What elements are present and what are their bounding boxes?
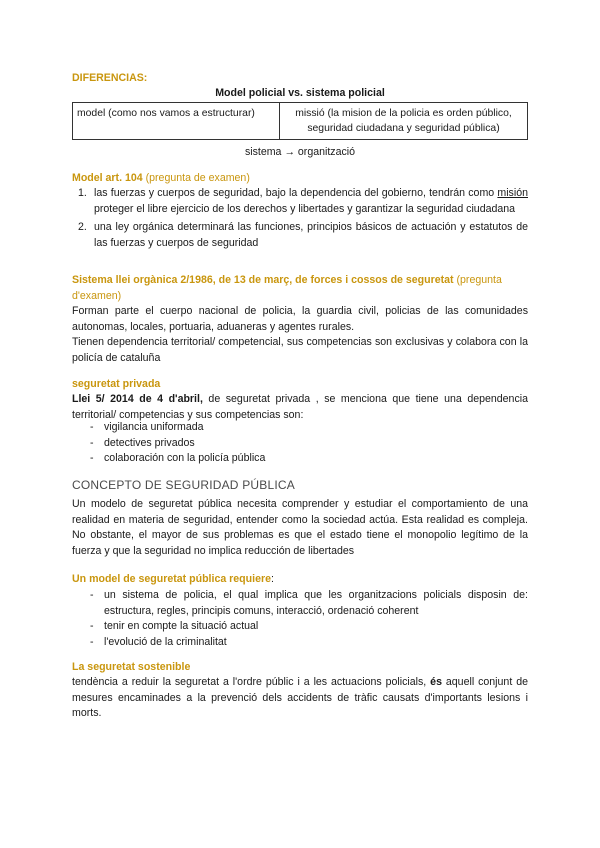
requiere-list [72,588,528,650]
item-number: 1. [78,187,87,199]
privada-title: seguretat privada [72,378,161,390]
privada-list [72,420,528,467]
sistema-paragraph-2: Tienen dependencia territorial/ competencial, sus competencias son exclusivas y colabora con la policía de cataluña [72,336,528,364]
list-item: - colaboración con la policía pública [90,452,266,464]
list-item: 2. una ley orgánica determinará las funciones, principios básicos de actuación y estatutos de las fuerzas y cuerpos de seguridad [78,221,528,249]
list-item: 1. las fuerzas y cuerpos de seguridad, bajo la dependencia del gobierno, tendrán como misión proteger el libre ejercicio de los derechos y libertades y garantizar la seguridad ciudadana [78,187,528,215]
list-item: - un sistema de policia, el qual implica que les organitzacions policials disposin de: estructura, regles, principis comuns, interacció, ordenació coherent [90,589,528,617]
comparison-table [72,102,528,140]
list-item: - l'evolució de la criminalitat [90,635,227,648]
requiere-heading: Un model de seguretat pública requiere: [72,573,274,585]
sistema-title: Sistema llei orgànica 2/1986, de 13 de març, de forces i cossos de seguretat [72,274,454,286]
table-cell-missio: missió (la mision de la policia es orden público, seguridad ciudadana y seguridad pública) [280,103,528,140]
privada-law: Llei 5/ 2014 de 4 d'abril, [72,393,203,405]
model104-title: Model art. 104 [72,172,143,184]
item-number: 2. [78,221,87,233]
comparison-table-wrap [72,102,528,140]
sistema-heading [72,273,528,304]
table-caption: sistema → organització [244,146,356,158]
underlined-word: misión [497,187,528,199]
concepto-paragraph: Un modelo de seguretat pública necesita comprender y estudiar el comportamiento de una realidad en materia de seguridad, entender como la sociedad actúa. Esta realidad es compleja. No obstante, el mayor de sus problemas es que el estado tiene el monopolio legítimo de la fuerza y que la seguridad no implica reducción de libertades [72,498,528,557]
sistema-paragraph-1: Forman parte el cuerpo nacional de policia, la guardia civil, policias de las comunidades autonomas, locales, portuaria, aduaneras y agentes rurales. [72,305,528,333]
table-title: Model policial vs. sistema policial [215,87,385,99]
model104-note: (pregunta de examen) [145,172,250,184]
concepto-heading: CONCEPTO DE SEGURIDAD PÚBLICA [72,478,295,492]
privada-paragraph: Llei 5/ 2014 de 4 d'abril, de seguretat privada , se menciona que tiene una dependencia territorial/ competencias y sus competencias son: [72,393,528,421]
model104-heading [72,171,528,187]
sostenible-title: La seguretat sostenible [72,661,191,673]
table-cell-model: model (como nos vamos a estructurar) [73,103,280,140]
model104-list [72,186,528,251]
list-item: - tenir en compte la situació actual [90,620,259,632]
diferencias-heading: DIFERENCIAS: [72,72,148,84]
list-item: - detectives privados [90,436,195,449]
requiere-title: Un model de seguretat pública requiere [72,573,271,585]
list-item: - vigilancia uniformada [90,421,204,433]
sostenible-paragraph: tendència a reduir la seguretat a l'ordre públic i a les actuacions policials, és aquell conjunt de mesures encaminades a la prevenció dels accidents de tràfic causats d'importants lesions i morts. [72,676,528,719]
sistema-note: (pregunta d'examen) [72,274,502,302]
